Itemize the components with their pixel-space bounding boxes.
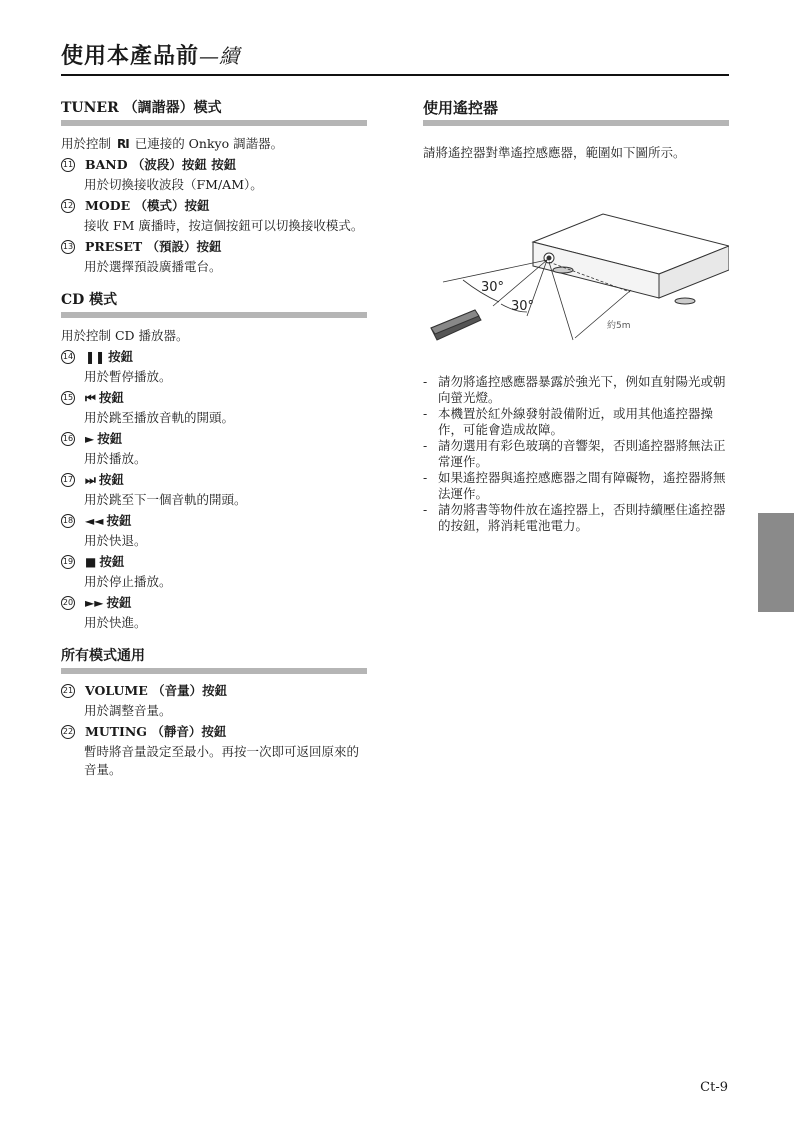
tuner-intro <box>61 135 367 153</box>
item-description: 用於暫停播放。 <box>84 369 172 384</box>
list-item <box>61 238 367 276</box>
item-number: 12 <box>61 199 75 213</box>
tuner-intro-post: 已連接的 Onkyo 調諧器。 <box>134 136 284 151</box>
remote-notes <box>423 374 729 534</box>
list-item: - 本機置於紅外線發射設備附近，或用其他遙控器操作，可能會造成故障。 <box>423 406 729 438</box>
item-label: MODE （模式）按鈕 <box>85 198 210 213</box>
item-number: 20 <box>61 596 75 610</box>
angle-label-right: 30° <box>511 299 535 314</box>
section-tab <box>758 513 794 612</box>
rewind-icon: ◄◄ <box>85 514 104 528</box>
list-item <box>61 723 367 779</box>
item-number: 16 <box>61 432 75 446</box>
item-number: 14 <box>61 350 75 364</box>
list-item <box>61 512 367 550</box>
item-label: 按鈕 <box>97 431 123 446</box>
skip-forward-icon: ⏭ <box>85 473 96 487</box>
item-label: MUTING （靜音）按鈕 <box>85 724 227 739</box>
list-item <box>61 348 367 386</box>
item-description: 用於跳至下一個音軌的開頭。 <box>84 492 247 507</box>
item-label: 按鈕 <box>106 595 132 610</box>
item-label: 按鈕 <box>98 390 124 405</box>
cd-intro: 用於控制 CD 播放器。 <box>61 328 189 343</box>
fast-forward-icon: ►► <box>85 596 104 610</box>
list-item <box>61 389 367 427</box>
item-label: PRESET （預設）按鈕 <box>85 239 222 254</box>
remote-range-diagram <box>423 170 729 360</box>
item-number: 21 <box>61 684 75 698</box>
remote-control-illustration <box>431 310 481 340</box>
list-item: - 請勿將遙控感應器暴露於強光下，例如直射陽光或朝向螢光燈。 <box>423 374 729 406</box>
item-description: 用於停止播放。 <box>84 574 172 589</box>
item-description: 用於快進。 <box>84 615 147 630</box>
page-subtitle: —續 <box>199 44 240 68</box>
item-description: 用於切換接收波段（FM/AM）。 <box>84 177 263 192</box>
item-label: BAND （波段）按鈕 按鈕 <box>85 157 237 172</box>
item-number: 13 <box>61 240 75 254</box>
page-title: 使用本產品前 <box>61 44 200 69</box>
cd-section-title: CD 模式 <box>61 290 367 318</box>
item-number: 22 <box>61 725 75 739</box>
item-number: 18 <box>61 514 75 528</box>
tuner-intro-pre: 用於控制 <box>61 136 112 151</box>
list-item <box>61 471 367 509</box>
item-description: 用於選擇預設廣播電台。 <box>84 259 222 274</box>
right-column <box>423 98 729 534</box>
angle-label-left: 30° <box>481 280 505 295</box>
skip-back-icon: ⏮ <box>85 391 96 405</box>
item-description: 用於播放。 <box>84 451 147 466</box>
item-label: 按鈕 <box>98 472 124 487</box>
tuner-items <box>61 156 367 276</box>
pause-icon: ❚❚ <box>85 350 106 364</box>
item-number: 15 <box>61 391 75 405</box>
all-modes-section <box>61 646 367 779</box>
remote-section-title: 使用遙控器 <box>423 98 729 126</box>
item-label: 按鈕 <box>108 349 134 364</box>
item-description: 暫時將音量設定至最小。再按一次即可返回原來的音量。 <box>84 744 360 777</box>
all-modes-section-title: 所有模式通用 <box>61 646 367 674</box>
item-description: 用於跳至播放音軌的開頭。 <box>84 410 235 425</box>
cd-section <box>61 290 367 632</box>
list-item <box>61 197 367 235</box>
list-item <box>61 594 367 632</box>
note-text: 請勿將遙控感應器暴露於強光下，例如直射陽光或朝向螢光燈。 <box>438 374 726 405</box>
all-modes-items <box>61 682 367 779</box>
tuner-section-title: TUNER （調諧器）模式 <box>61 98 367 126</box>
note-text: 請勿將書等物件放在遙控器上，否則持續壓住遙控器的按鈕，將消耗電池電力。 <box>438 502 726 533</box>
item-label: 按鈕 <box>106 513 132 528</box>
list-item: - 如果遙控器與遙控感應器之間有障礙物，遙控器將無法運作。 <box>423 470 729 502</box>
remote-intro: 請將遙控器對準遙控感應器，範圍如下圖所示。 <box>423 145 686 160</box>
play-icon: ► <box>85 432 95 446</box>
item-label: VOLUME （音量）按鈕 <box>85 683 228 698</box>
list-item <box>61 553 367 591</box>
list-item: - 請勿選用有彩色玻璃的音響架，否則遙控器將無法正常運作。 <box>423 438 729 470</box>
ri-logo: RI <box>117 137 129 151</box>
item-number: 11 <box>61 158 75 172</box>
tuner-section <box>61 98 367 276</box>
item-description: 接收 FM 廣播時，按這個按鈕可以切換接收模式。 <box>84 218 364 233</box>
note-text: 本機置於紅外線發射設備附近，或用其他遙控器操作，可能會造成故障。 <box>438 406 714 437</box>
list-item <box>61 430 367 468</box>
note-text: 如果遙控器與遙控感應器之間有障礙物，遙控器將無法運作。 <box>438 470 726 501</box>
page-header <box>61 40 729 76</box>
list-item <box>61 682 367 720</box>
note-text: 請勿選用有彩色玻璃的音響架，否則遙控器將無法正常運作。 <box>438 438 726 469</box>
distance-label: 約5m <box>607 321 631 331</box>
page-number: Ct-9 <box>700 1080 728 1095</box>
item-description: 用於調整音量。 <box>84 703 172 718</box>
item-number: 19 <box>61 555 75 569</box>
stop-icon: ■ <box>85 555 97 569</box>
item-description: 用於快退。 <box>84 533 147 548</box>
left-column <box>61 98 367 793</box>
list-item: - 請勿將書等物件放在遙控器上，否則持續壓住遙控器的按鈕，將消耗電池電力。 <box>423 502 729 534</box>
item-label: 按鈕 <box>99 554 125 569</box>
item-number: 17 <box>61 473 75 487</box>
list-item <box>61 156 367 194</box>
cd-items <box>61 348 367 632</box>
